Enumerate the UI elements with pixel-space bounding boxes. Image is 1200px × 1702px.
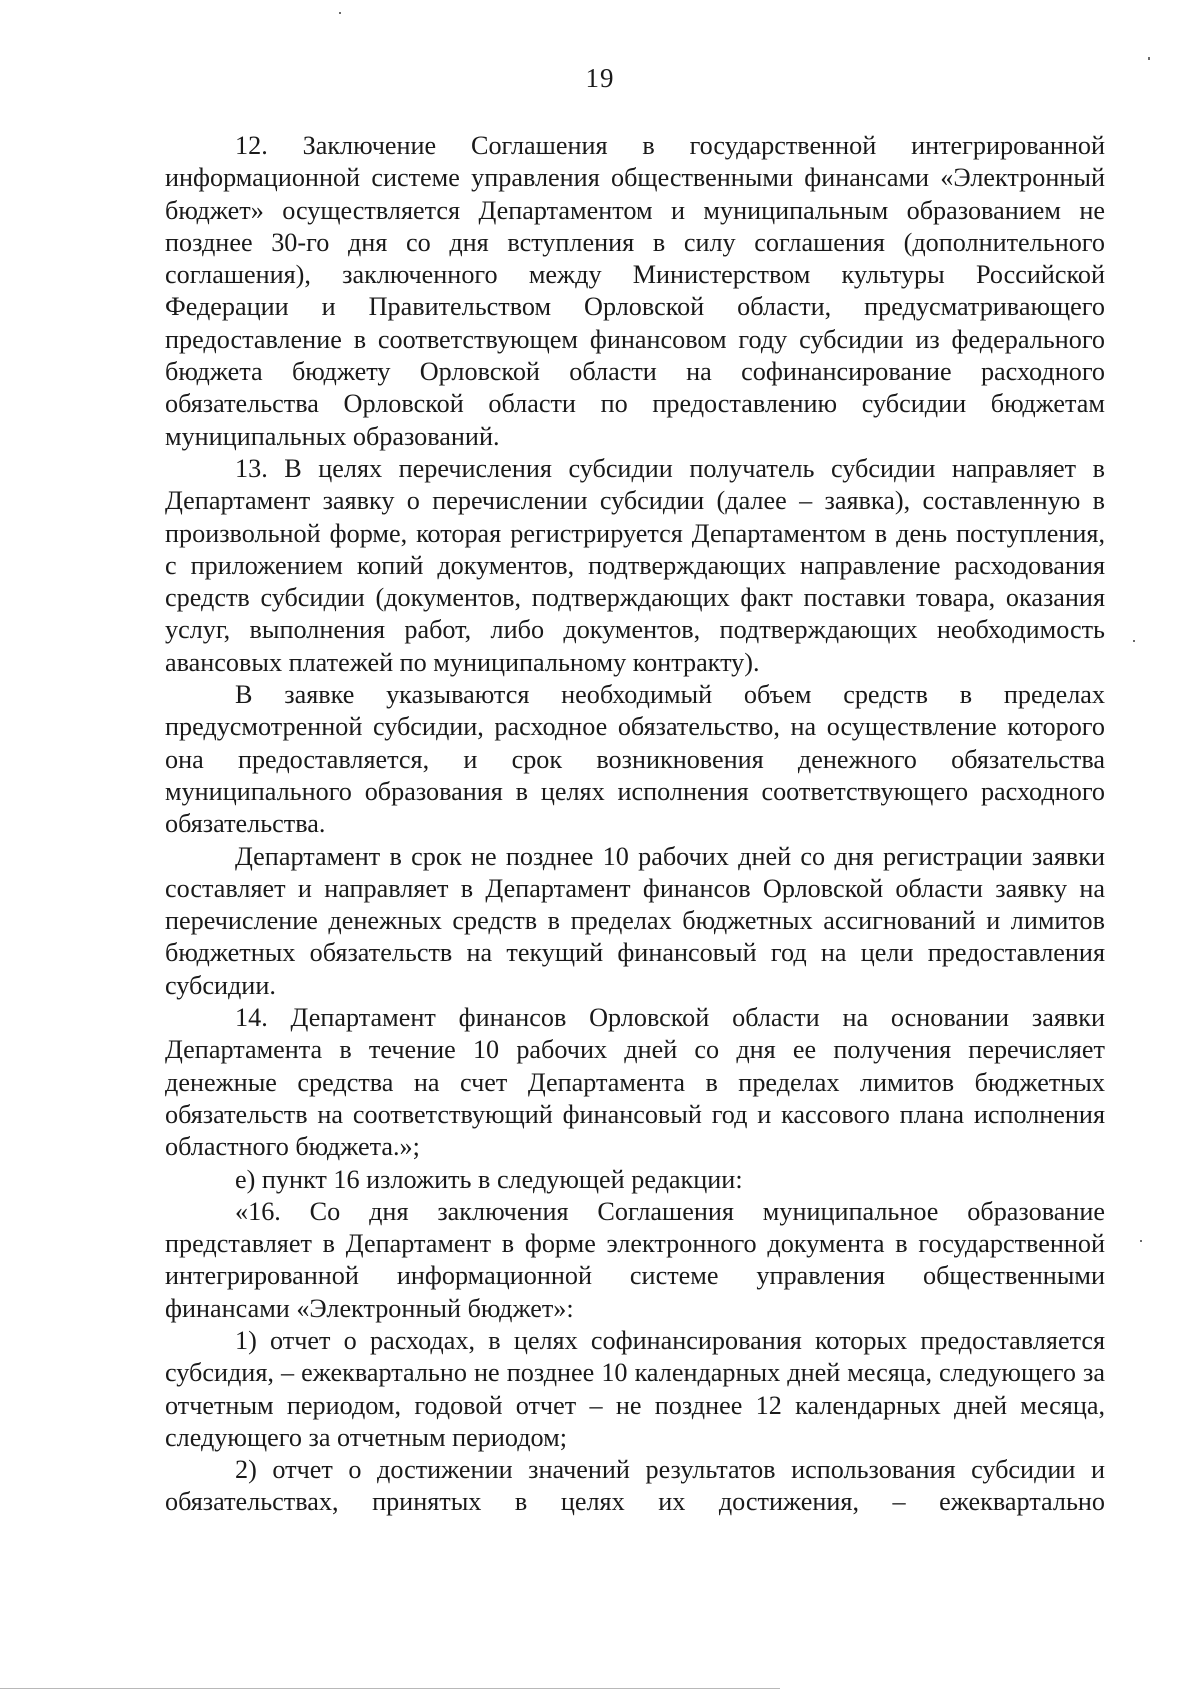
scan-mark <box>339 12 341 14</box>
scan-mark <box>1148 57 1150 60</box>
paragraph-13-department-deadline: Департамент в срок не позднее 10 рабочих дней со дня регистрации заявки составляет и направляет в Департамент финансов Орловской области заявку на перечисление денежных средств в пределах бюджетных ассигнований и лимитов бюджетных обязательств на текущий финансовый год на цели предоставления субсидии. <box>165 841 1105 1000</box>
paragraph-16-item-1: 1) отчет о расходах, в целях софинансирования которых предоставляется субсидия, – ежеквартально не позднее 10 календарных дней месяца, следующего за отчетным периодом, годовой отчет – не позднее 12 календарных дней месяца, следующего за отчетным периодом; <box>165 1325 1105 1452</box>
paragraph-14: 14. Департамент финансов Орловской области на основании заявки Департамента в течение 10 рабочих дней со дня ее получения перечисляет денежные средства на счет Департамента в пределах лимитов бюджетных обязательств на соответствующий финансовый год и кассового плана исполнения областного бюджета.»; <box>165 1003 1105 1162</box>
paragraph-13: 13. В целях перечисления субсидии получатель субсидии направляет в Департамент заявку о перечислении субсидии (далее – заявка), составленную в произвольной форме, которая регистрируется Департаментом в день поступления, с приложением копий документов, подтверждающих направление расходования средств субсидии (документов, подтверждающих факт поставки товара, оказания услуг, выполнения работ, либо документов, подтверждающих необходимость авансовых платежей по муниципальному контракту). <box>165 453 1105 677</box>
page-number: 19 <box>585 63 615 93</box>
paragraph-16: «16. Со дня заключения Соглашения муниципальное образование представляет в Департамент в форме электронного документа в государственной интегрированной информационной системе управления общественными финансами «Электронный бюджет»: <box>165 1196 1105 1323</box>
paragraph-12: 12. Заключение Соглашения в государственной интегрированной информационной системе управления общественными финансами «Электронный бюджет» осуществляется Департаментом и муниципальным образованием не позднее 30-го дня со дня вступления в силу соглашения (дополнительного соглашения), заключенного между Министерством культуры Российской Федерации и Правительством Орловской области, предусматривающего предоставление в соответствующем финансовом году субсидии из федерального бюджета бюджету Орловской области на софинансирование расходного обязательства Орловской области по предоставлению субсидии бюджетам муниципальных образований. <box>165 131 1105 451</box>
document-body <box>165 130 1105 1519</box>
bottom-edge-line <box>0 1688 780 1689</box>
scan-mark <box>1140 1240 1142 1242</box>
scan-mark <box>1133 640 1135 642</box>
amendment-item-e: е) пункт 16 изложить в следующей редакции: <box>235 1164 743 1194</box>
paragraph-16-item-2: 2) отчет о достижении значений результатов использования субсидии и обязательствах, принятых в целях их достижения, – ежеквартально <box>165 1455 1105 1517</box>
paragraph-13-request-contents: В заявке указываются необходимый объем средств в пределах предусмотренной субсидии, расходное обязательство, на осуществление которого она предоставляется, и срок возникновения денежного обязательства муниципального образования в целях исполнения соответствующего расходного обязательства. <box>165 680 1105 839</box>
